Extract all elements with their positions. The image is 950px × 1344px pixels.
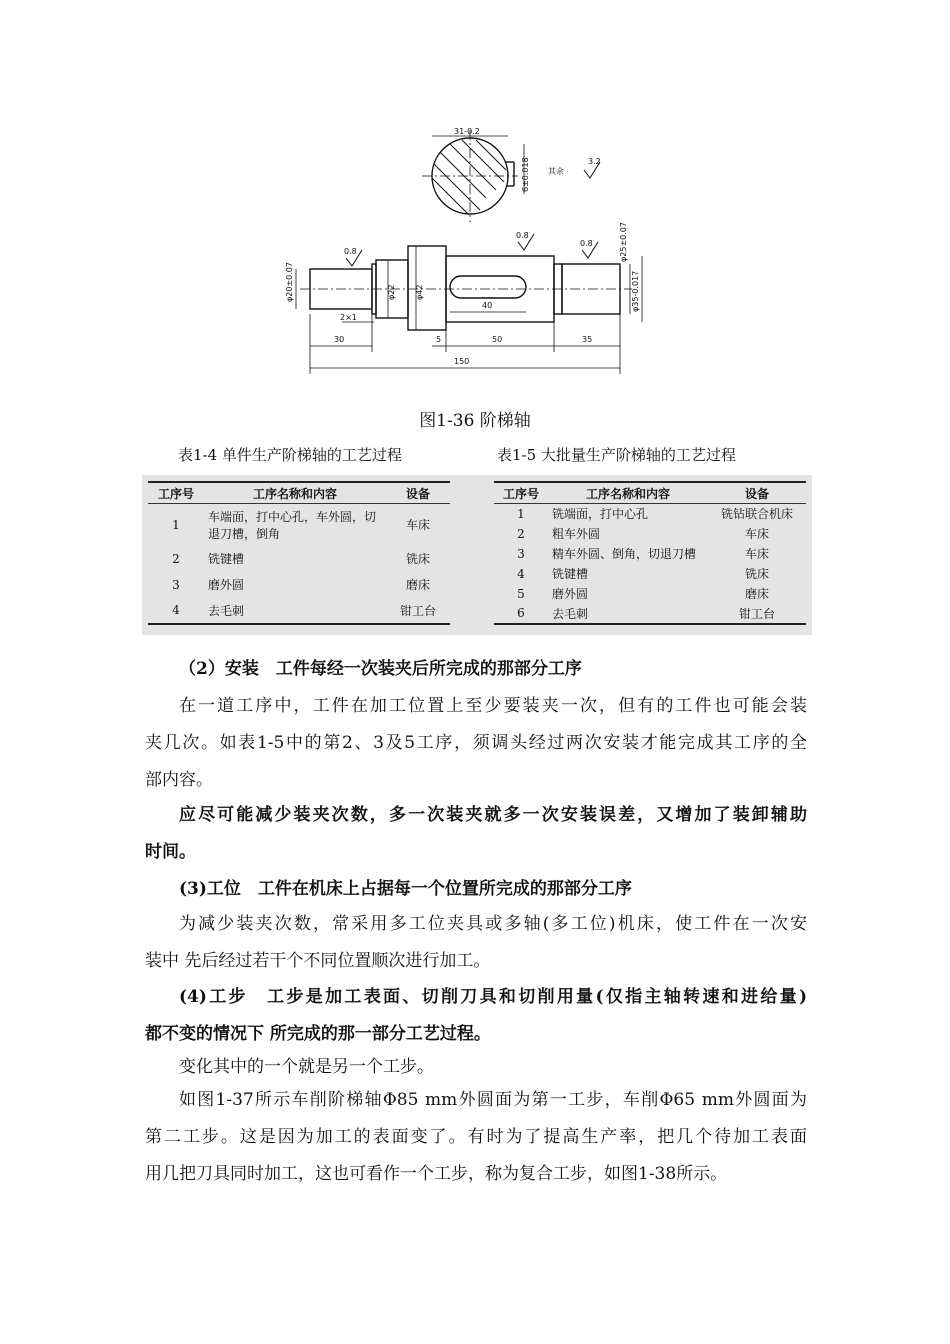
section-2-paragraph-1	[145, 688, 807, 799]
table-row	[494, 604, 806, 624]
table-row	[494, 564, 806, 584]
col-header-no: 工序号	[157, 486, 194, 501]
cell-no: 4	[517, 566, 525, 581]
stepped-shaft-figure	[282, 124, 638, 384]
table-row	[494, 584, 806, 604]
cell-no: 3	[172, 577, 180, 592]
table-1-4	[148, 481, 450, 625]
text-line: 在一道工序中，工件在加工位置上至少要装夹一次，但有的工件也可能会装	[179, 696, 807, 716]
cell-no: 6	[517, 606, 525, 620]
shaft-collar	[408, 246, 446, 330]
table-row	[148, 598, 450, 624]
cell-equip: 车床	[744, 547, 769, 561]
roughness-right: 0.8	[580, 239, 593, 248]
cell-content: 去毛刺	[552, 606, 589, 621]
cell-content: 磨外圆	[552, 587, 589, 601]
cell-equip: 钳工台	[738, 606, 775, 621]
cell-equip: 铣床	[744, 567, 769, 581]
roughness-middle: 0.8	[516, 231, 529, 240]
table-1-5	[494, 481, 806, 625]
heading-line: （2）安装 工件每经一次装夹后所完成的那部分工序	[179, 659, 582, 679]
cell-content: 铣键槽	[208, 552, 245, 566]
text-line: 应尽可能减少装夹次数，多一次装夹就多一次安装误差，又增加了装卸辅助	[179, 805, 807, 825]
roughness-3-2: 3.2	[588, 157, 601, 166]
text-line: 时间。	[145, 842, 196, 862]
text-line: 夹几次。如表1-5中的第2、3及5工序，须调头经过两次安装才能完成其工序的全	[145, 733, 807, 753]
cell-equip: 铣钻联合机床	[720, 507, 793, 522]
table-1-4-caption: 表1-4 单件生产阶梯轴的工艺过程	[178, 446, 402, 464]
text-line: 装中 先后经过若干个不同位置顺次进行加工。	[145, 951, 491, 971]
dim-chamfer: 2×1	[340, 313, 357, 322]
cell-content: 粗车外圆	[552, 527, 601, 541]
keyway	[450, 276, 526, 298]
col-header-equip: 设备	[405, 486, 430, 501]
dim-dia-left: φ20±0.07	[285, 262, 294, 302]
dim-section-width: 31-0.2	[454, 127, 480, 136]
cell-equip: 磨床	[744, 587, 769, 601]
heading-line: (4)工步 工步是加工表面、切削刀具和切削用量(仅指主轴转速和进给量)	[179, 987, 807, 1007]
text-line: 变化其中的一个就是另一个工步。	[179, 1057, 434, 1077]
cell-no: 5	[517, 586, 525, 601]
section-3-heading	[145, 871, 807, 908]
cell-content: 车端面，打中心孔，车外圆，切退刀槽，倒角	[208, 509, 377, 541]
cell-content: 铣键槽	[552, 567, 589, 581]
section-4-paragraph-2	[145, 1082, 807, 1193]
table-row	[494, 524, 806, 544]
section-3-paragraph-1	[145, 906, 807, 980]
cell-equip: 铣床	[405, 552, 430, 566]
table-row	[148, 546, 450, 572]
text-line: 如图1-37所示车削阶梯轴Φ85 mm外圆面为第一工步，车削Φ65 mm外圆面为	[179, 1090, 807, 1110]
heading-line: 都不变的情况下 所完成的那一部分工艺过程。	[145, 1024, 491, 1044]
shaft-drawing	[282, 124, 638, 384]
dim-length-30: 30	[334, 335, 345, 344]
cell-equip: 钳工台	[399, 603, 436, 618]
cell-content: 磨外圆	[208, 578, 245, 592]
cell-no: 1	[172, 517, 180, 532]
cell-no: 2	[517, 526, 525, 541]
cell-no: 2	[172, 551, 180, 566]
cell-content: 去毛刺	[208, 603, 245, 618]
col-header-content: 工序名称和内容	[252, 486, 337, 501]
text-line: 部内容。	[145, 770, 213, 790]
dim-length-40: 40	[482, 301, 493, 310]
dim-length-35: 35	[582, 335, 593, 344]
dim-length-5: 5	[436, 335, 442, 344]
dim-length-150: 150	[454, 357, 470, 366]
col-header-equip: 设备	[744, 486, 769, 501]
process-tables-panel	[142, 475, 812, 635]
cell-equip: 车床	[744, 527, 769, 541]
text-line: 为减少装夹次数，常采用多工位夹具或多轴(多工位)机床，使工件在一次安	[179, 914, 807, 934]
dim-dia-22: φ22	[387, 284, 396, 300]
section-4-heading	[145, 979, 807, 1053]
text-line: 第二工步。这是因为加工的表面变了。有时为了提高生产率，把几个待加工表面	[145, 1127, 807, 1147]
dim-dia-42: φ42	[415, 284, 424, 300]
table-row	[494, 544, 806, 564]
figure-caption: 图1-36 阶梯轴	[419, 411, 531, 431]
cell-content: 精车外圆、倒角，切退刀槽	[552, 547, 697, 561]
cell-no: 4	[172, 603, 180, 617]
dim-keyway-tol: 6±0.018	[521, 157, 530, 192]
cell-no: 3	[517, 546, 525, 561]
table-1-5-caption: 表1-5 大批量生产阶梯轴的工艺过程	[497, 446, 736, 464]
dim-length-50: 50	[492, 335, 503, 344]
table-row	[148, 504, 450, 546]
cell-no: 1	[517, 506, 525, 521]
dim-dia-right: φ25±0.07	[619, 222, 628, 262]
roughness-left: 0.8	[344, 247, 357, 256]
dim-dia-35: φ35-0.017	[631, 270, 640, 312]
other-roughness-label: 其余	[548, 167, 564, 176]
cell-equip: 车床	[405, 518, 430, 533]
col-header-no: 工序号	[502, 486, 539, 501]
section-2-heading	[145, 651, 807, 688]
cell-equip: 磨床	[405, 578, 430, 592]
table-row	[494, 504, 806, 524]
col-header-content: 工序名称和内容	[585, 486, 670, 501]
cell-content: 铣端面，打中心孔	[552, 507, 649, 522]
section-4-paragraph-1	[145, 1049, 807, 1086]
heading-line: (3)工位 工件在机床上占据每一个位置所完成的那部分工序	[179, 879, 632, 899]
text-line: 用几把刀具同时加工，这也可看作一个工步，称为复合工步，如图1-38所示。	[145, 1164, 728, 1184]
table-row	[148, 572, 450, 598]
section-2-paragraph-2	[145, 797, 807, 871]
